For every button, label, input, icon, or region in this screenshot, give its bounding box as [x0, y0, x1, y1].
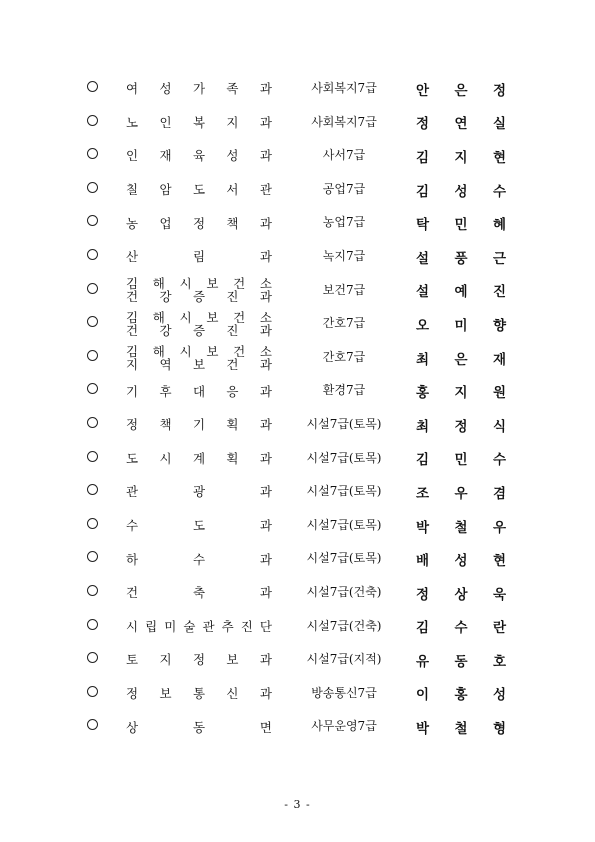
department: [126, 307, 272, 341]
list-item: [0, 72, 595, 106]
position: 시설7급(토목): [306, 416, 382, 431]
position: 간호7급: [322, 316, 366, 331]
person-name: 정 상 욱: [416, 586, 506, 603]
department-line: 관 광 과: [126, 484, 272, 500]
department-line: 정 책 기 획 과: [126, 417, 272, 433]
list-item: [0, 610, 595, 644]
position: 시설7급(토목): [306, 450, 382, 465]
department: [126, 274, 272, 308]
department-line: 건 축 과: [126, 585, 272, 601]
position: 시설7급(토목): [306, 484, 382, 499]
department-line: 상 동 면: [126, 719, 272, 735]
circle-bullet-icon: [87, 283, 98, 294]
list-item: [0, 542, 595, 576]
department: [126, 408, 272, 442]
list-item: [0, 240, 595, 274]
circle-bullet-icon: [87, 148, 98, 159]
department: [126, 509, 272, 543]
position: 시설7급(건축): [306, 584, 382, 599]
person-name: 배 성 현: [416, 553, 506, 570]
department-line: 인 재 육 성 과: [126, 148, 272, 164]
department-line: 김 해 시 보 건 소: [126, 309, 272, 325]
circle-bullet-icon: [87, 451, 98, 462]
department: [126, 374, 272, 408]
department-line: 김 해 시 보 건 소: [126, 276, 272, 292]
list-item: [0, 576, 595, 610]
department-line: 정 보 통 신 과: [126, 685, 272, 701]
department-line: 기 후 대 응 과: [126, 383, 272, 399]
department-line: 여 성 가 족 과: [126, 81, 272, 97]
person-name: 김 수 란: [416, 620, 506, 637]
department: [126, 240, 272, 274]
department: [126, 576, 272, 610]
position: 보건7급: [322, 282, 366, 297]
circle-bullet-icon: [87, 551, 98, 562]
list-item: [0, 509, 595, 543]
department-line: 노 인 복 지 과: [126, 114, 272, 130]
circle-bullet-icon: [87, 417, 98, 428]
list-item: [0, 307, 595, 341]
list-item: [0, 442, 595, 476]
list-item: [0, 139, 595, 173]
list-item: [0, 408, 595, 442]
department: [126, 710, 272, 744]
person-name: 유 동 호: [416, 653, 506, 670]
department-line: 지 역 보 건 과: [126, 356, 272, 372]
person-name: 박 철 형: [416, 721, 506, 738]
department-line: 김 해 시 보 건 소: [126, 343, 272, 359]
circle-bullet-icon: [87, 115, 98, 126]
person-name: 홍 지 원: [416, 385, 506, 402]
list-item: [0, 206, 595, 240]
person-name: 박 철 우: [416, 519, 506, 536]
person-name: 설 예 진: [416, 284, 506, 301]
position: 시설7급(토목): [306, 517, 382, 532]
circle-bullet-icon: [87, 383, 98, 394]
circle-bullet-icon: [87, 686, 98, 697]
circle-bullet-icon: [87, 484, 98, 495]
list-item: [0, 106, 595, 140]
department: [126, 139, 272, 173]
position: 농업7급: [322, 215, 366, 230]
position: 시설7급(지적): [306, 652, 382, 667]
page-number: - 3 -: [284, 798, 311, 811]
person-name: 오 미 향: [416, 317, 506, 334]
position: 공업7급: [322, 181, 366, 196]
list-item: [0, 710, 595, 744]
person-name: 최 은 재: [416, 351, 506, 368]
department: [126, 475, 272, 509]
position: 사무운영7급: [311, 719, 377, 734]
list-item: [0, 374, 595, 408]
position: 녹지7급: [322, 248, 366, 263]
circle-bullet-icon: [87, 585, 98, 596]
person-name: 설 풍 근: [416, 250, 506, 267]
person-name: 탁 민 혜: [416, 217, 506, 234]
department-line: 토 지 정 보 과: [126, 652, 272, 668]
list-item: [0, 274, 595, 308]
circle-bullet-icon: [87, 719, 98, 730]
person-name: 안 은 정: [416, 82, 506, 99]
person-name: 김 성 수: [416, 183, 506, 200]
department: [126, 610, 272, 644]
position: 사서7급: [322, 148, 366, 163]
circle-bullet-icon: [87, 249, 98, 260]
person-name: 정 연 실: [416, 116, 506, 133]
department-line: 산 림 과: [126, 249, 272, 265]
position: 방송통신7급: [311, 685, 377, 700]
department: [126, 341, 272, 375]
position: 사회복지7급: [311, 81, 377, 95]
person-name: 최 정 식: [416, 418, 506, 435]
circle-bullet-icon: [87, 652, 98, 663]
position: 시설7급(토목): [306, 551, 382, 566]
department-line: 건 강 증 진 과: [126, 289, 272, 305]
position: 시설7급(건축): [306, 618, 382, 633]
list-item: [0, 677, 595, 711]
department: [126, 72, 272, 106]
circle-bullet-icon: [87, 316, 98, 327]
department: [126, 106, 272, 140]
department: [126, 677, 272, 711]
department: [126, 173, 272, 207]
circle-bullet-icon: [87, 518, 98, 529]
department: [126, 206, 272, 240]
personnel-list: [0, 72, 595, 744]
department-line: 칠 암 도 서 관: [126, 182, 272, 198]
department-line: 시 립 미 술 관 추 진 단: [126, 618, 272, 634]
position: 사회복지7급: [311, 114, 377, 129]
circle-bullet-icon: [87, 81, 98, 92]
person-name: 김 민 수: [416, 452, 506, 469]
circle-bullet-icon: [87, 215, 98, 226]
person-name: 조 우 겸: [416, 485, 506, 502]
person-name: 이 홍 성: [416, 687, 506, 704]
department-line: 도 시 계 획 과: [126, 450, 272, 466]
department-line: 건 강 증 진 과: [126, 322, 272, 338]
department: [126, 442, 272, 476]
department: [126, 542, 272, 576]
list-item: [0, 643, 595, 677]
position: 간호7급: [322, 349, 366, 364]
department-line: 하 수 과: [126, 551, 272, 567]
department-line: 수 도 과: [126, 518, 272, 534]
list-item: [0, 475, 595, 509]
department-line: 농 업 정 책 과: [126, 215, 272, 231]
circle-bullet-icon: [87, 182, 98, 193]
circle-bullet-icon: [87, 350, 98, 361]
person-name: 김 지 현: [416, 149, 506, 166]
list-item: [0, 173, 595, 207]
circle-bullet-icon: [87, 619, 98, 630]
position: 환경7급: [322, 383, 366, 398]
list-item: [0, 341, 595, 375]
department: [126, 643, 272, 677]
